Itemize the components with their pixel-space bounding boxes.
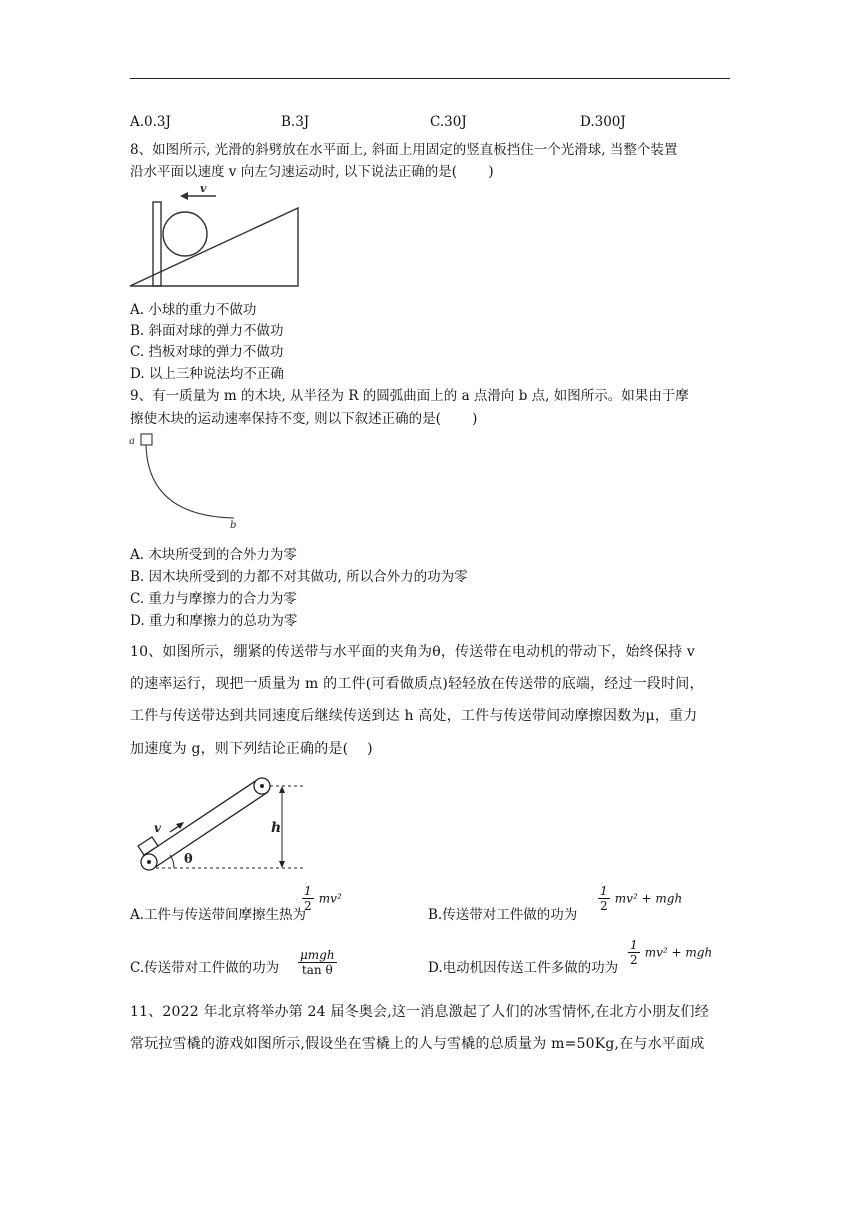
q8-option-b: B. 斜面对球的弹力不做功 (130, 323, 284, 339)
q10-option-b-text: B.传送带对工件做的功为 (428, 907, 578, 923)
height-arrow-down (279, 861, 285, 868)
frac-num: μmgh (300, 948, 335, 962)
workpiece (138, 837, 158, 855)
formula-mv2-mgh: mv² + mgh (614, 891, 683, 906)
q8-stem-line2: 沿水平面以速度 v 向左匀速运动时, 以下说法正确的是( ) (130, 164, 494, 180)
q10-option-b-formula (598, 884, 682, 913)
angle-label: θ (184, 852, 193, 867)
q8-figure-incline (128, 186, 304, 290)
q7-option-b: B.3J (281, 114, 310, 130)
q9-figure-arc (126, 432, 244, 528)
q7-option-d: D.300J (580, 114, 626, 130)
formula-mv2-mgh: mv² + mgh (644, 945, 713, 960)
bottom-roller-axle (147, 860, 151, 864)
incline-wedge (130, 208, 298, 286)
velocity-label: v (154, 821, 161, 835)
q8-stem-line1: 8、如图所示, 光滑的斜劈放在水平面上, 斜面上用固定的竖直板挡住一个光滑球, 当整个装置 (130, 142, 678, 158)
q8-option-c: C. 挡板对球的弹力不做功 (130, 344, 284, 360)
frac-num: 1 (600, 884, 608, 898)
q10-stem-line2: 的速率运行，现把一质量为 m 的工件(可看做质点)轻轻放在传送带的底端，经过一段时间， (130, 676, 704, 692)
top-roller-axle (260, 784, 264, 788)
q10-option-c-text: C.传送带对工件做的功为 (130, 960, 280, 976)
q10-figure-conveyor (134, 770, 310, 874)
height-label: h (271, 820, 282, 836)
q10-option-a-text: A.工件与传送带间摩擦生热为 (130, 907, 307, 923)
q7-option-a: A.0.3J (130, 114, 171, 130)
q9-option-d: D. 重力和摩擦力的总功为零 (130, 613, 298, 629)
q10-option-c-formula (298, 948, 337, 977)
ball (163, 212, 207, 256)
wooden-block (141, 434, 152, 445)
q7-option-c: C.30J (430, 114, 467, 130)
frac-den: 2 (600, 899, 608, 913)
q9-stem-line2: 擦使木块的运动速率保持不变, 则以下叙述正确的是( ) (130, 411, 478, 427)
q9-option-c: C. 重力与摩擦力的合力为零 (130, 591, 297, 607)
q10-stem-line3: 工件与传送带达到共同速度后继续传送到达 h 高处，工件与传送带间动摩擦因数为μ，重力 (130, 708, 698, 724)
belt-top-edge (143, 780, 257, 856)
arc-surface (146, 445, 234, 518)
height-arrow-up (279, 786, 285, 793)
q9-option-b: B. 因木块所受到的力都不对其做功, 所以合外力的功为零 (130, 569, 468, 585)
velocity-label: v (200, 186, 207, 195)
frac-den: 2 (630, 953, 638, 967)
frac-num: 1 (304, 884, 312, 898)
q9-stem-line1: 9、有一质量为 m 的木块, 从半径为 R 的圆弧曲面上的 a 点滑向 b 点, 如图所示。如果由于摩 (130, 388, 689, 404)
frac-num: 1 (630, 938, 638, 952)
formula-mv2: mv² (318, 891, 342, 906)
q9-option-a: A. 木块所受到的合外力为零 (130, 547, 297, 563)
q10-option-d-formula (628, 938, 712, 967)
q8-option-d: D. 以上三种说法均不正确 (130, 366, 284, 382)
point-b-label: b (230, 520, 237, 528)
q10-option-a-formula (302, 884, 342, 913)
header-rule (130, 78, 730, 79)
q11-stem-line2: 常玩拉雪橇的游戏如图所示,假设坐在雪橇上的人与雪橇的总质量为 m=50Kg,在与水平面成 (130, 1036, 705, 1052)
point-a-label: a (129, 436, 135, 447)
q10-stem-line4: 加速度为 g，则下列结论正确的是( ) (130, 741, 373, 757)
frac-den: 2 (304, 899, 312, 913)
frac-den: tan θ (301, 963, 333, 977)
q10-stem-line1: 10、如图所示，绷紧的传送带与水平面的夹角为θ，传送带在电动机的带动下，始终保持 v (130, 644, 696, 660)
q11-stem-line1: 11、2022 年北京将举办第 24 届冬奥会,这一消息激起了人们的冰雪情怀,在北方小朋友们经 (130, 1004, 709, 1020)
velocity-arrowhead (180, 192, 188, 200)
q10-option-d-text: D.电动机因传送工件多做的功为 (428, 960, 619, 976)
q8-option-a: A. 小球的重力不做功 (130, 302, 257, 318)
